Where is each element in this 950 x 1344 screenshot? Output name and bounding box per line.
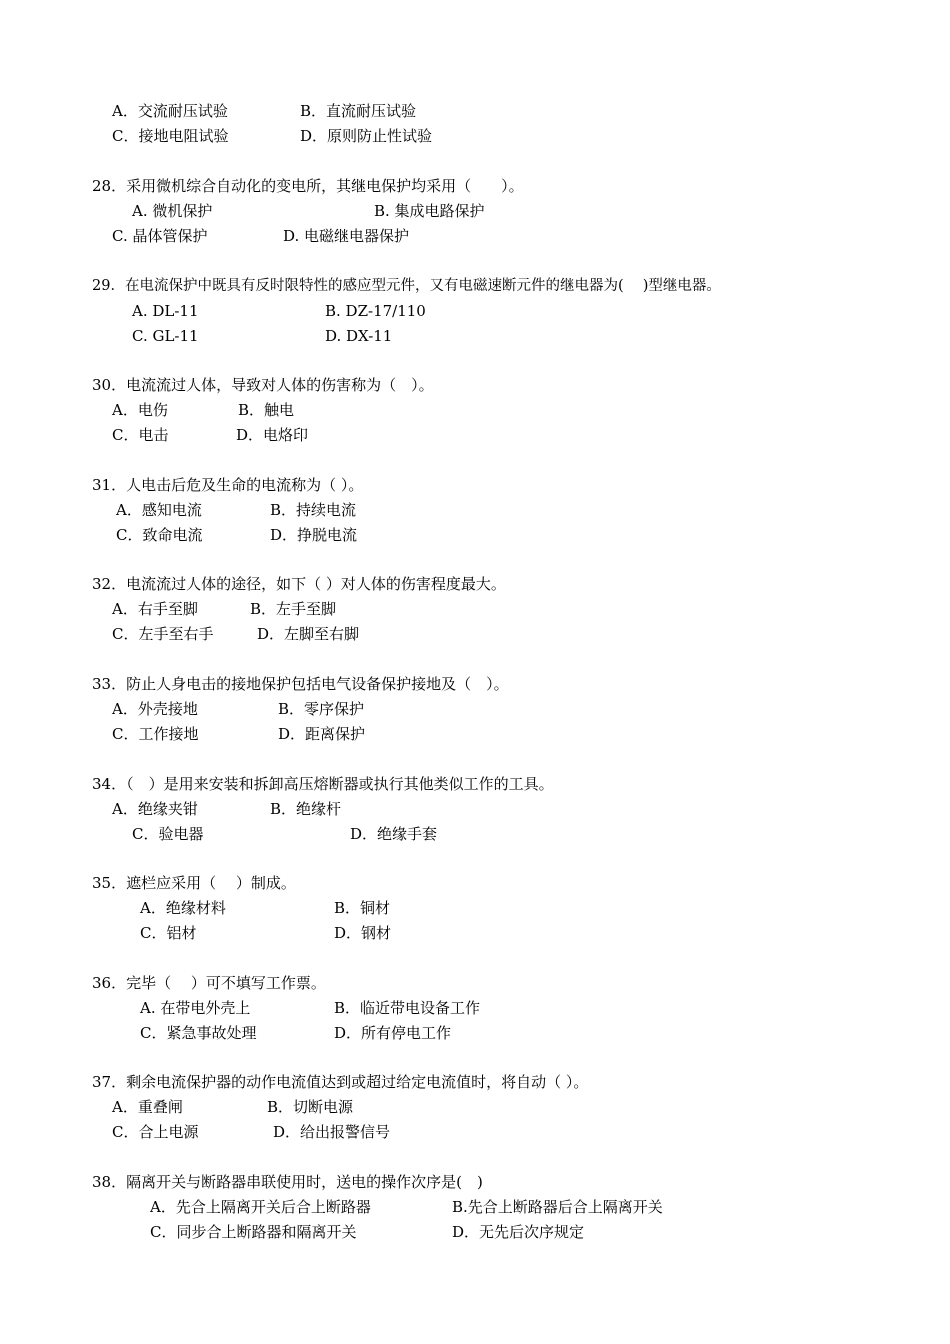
question-stem: 30．电流流过人体，导致对人体的伤害称为（ ）。	[92, 376, 434, 394]
option-c: C．工作接地	[112, 725, 199, 743]
option-d: D．电烙印	[236, 426, 309, 444]
option-d: D．无先后次序规定	[452, 1223, 585, 1241]
option-a: A．右手至脚	[112, 600, 198, 618]
option-d: D．距离保护	[278, 725, 366, 743]
option-b: B．持续电流	[270, 501, 357, 519]
option-c: C．验电器	[132, 825, 204, 843]
question-stem: 34．（ ）是用来安装和拆卸高压熔断器或执行其他类似工作的工具。	[92, 775, 554, 793]
option-d: D．所有停电工作	[334, 1024, 452, 1042]
option-d: D．绝缘手套	[350, 825, 438, 843]
option-b: B．铜材	[334, 899, 391, 917]
option-a: A．重叠闸	[112, 1098, 183, 1116]
question-stem: 36．完毕（ ）可不填写工作票。	[92, 974, 326, 992]
option-b: B．触电	[238, 401, 295, 419]
question-stem: 35．遮栏应采用（ ）制成。	[92, 874, 296, 892]
question-stem: 29．在电流保护中既具有反时限特性的感应型元件，又有电磁速断元件的继电器为( )型继电器。	[92, 278, 721, 294]
option-b: B．切断电源	[267, 1098, 354, 1116]
option-b: B．零序保护	[278, 700, 365, 718]
question-stem: 31．人电击后危及生命的电流称为（ ）。	[92, 476, 364, 494]
option-b: B．绝缘杆	[270, 800, 342, 818]
option-a: A. 微机保护	[132, 202, 213, 220]
option-d: D. DX-11	[325, 327, 393, 345]
option-b: B. 集成电路保护	[374, 202, 485, 220]
question-stem: 33．防止人身电击的接地保护包括电气设备保护接地及（ ）。	[92, 675, 509, 693]
question-stem: 38．隔离开关与断路器串联使用时，送电的操作次序是( )	[92, 1173, 483, 1191]
option-c: C．同步合上断路器和隔离开关	[150, 1223, 357, 1241]
option-d: D．左脚至右脚	[257, 625, 360, 643]
question-stem: 32．电流流过人体的途径，如下（ ）对人体的伤害程度最大。	[92, 575, 506, 593]
option-b: B.先合上断路器后合上隔离开关	[452, 1198, 663, 1216]
option-c: C．致命电流	[116, 526, 203, 544]
option-c: C. 晶体管保护	[112, 227, 208, 245]
option-d: D．挣脱电流	[270, 526, 358, 544]
option-c: C．紧急事故处理	[140, 1024, 257, 1042]
option-d: D．钢材	[334, 924, 392, 942]
option-a: A．交流耐压试验	[112, 102, 228, 120]
option-a: A．绝缘材料	[140, 899, 226, 917]
option-a: A．绝缘夹钳	[112, 800, 198, 818]
option-c: C．接地电阻试验	[112, 127, 229, 145]
option-d: D．给出报警信号	[273, 1123, 391, 1141]
option-a: A．电伤	[112, 401, 168, 419]
option-b: B．直流耐压试验	[300, 102, 417, 120]
option-c: C．左手至右手	[112, 625, 214, 643]
option-a: A. 在带电外壳上	[140, 999, 251, 1017]
option-b: B．临近带电设备工作	[334, 999, 481, 1017]
option-b: B. DZ-17/110	[325, 302, 426, 320]
option-a: A．感知电流	[116, 501, 202, 519]
option-d: D．原则防止性试验	[300, 127, 433, 145]
option-a: A．先合上隔离开关后合上断路器	[150, 1198, 371, 1216]
option-c: C．电击	[112, 426, 169, 444]
option-c: C．合上电源	[112, 1123, 199, 1141]
question-stem: 37．剩余电流保护器的动作电流值达到或超过给定电流值时，将自动（ ）。	[92, 1073, 589, 1091]
option-c: C．铝材	[140, 924, 197, 942]
option-a: A．外壳接地	[112, 700, 198, 718]
option-b: B．左手至脚	[250, 600, 337, 618]
option-d: D. 电磁继电器保护	[283, 227, 410, 245]
question-stem: 28．采用微机综合自动化的变电所，其继电保护均采用（ ）。	[92, 177, 524, 195]
option-a: A. DL-11	[132, 302, 199, 320]
option-c: C. GL-11	[132, 327, 199, 345]
